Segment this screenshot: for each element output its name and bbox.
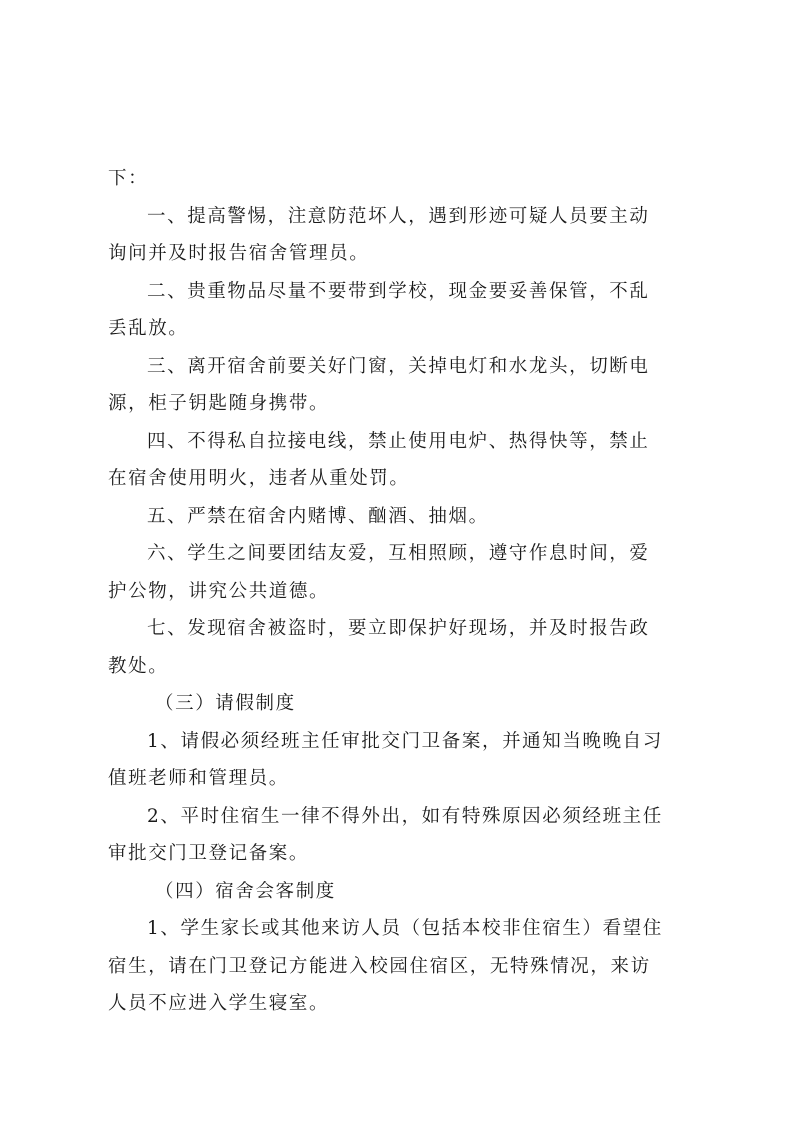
rule-2-line-1: 二、贵重物品尽量不要带到学校，现金要妥善保管，不乱: [147, 280, 650, 302]
rule-4-line-1: 四、不得私自拉接电线，禁止使用电炉、热得快等，禁止: [147, 430, 650, 452]
visitor-rule-1-line-1: 1、学生家长或其他来访人员（包括本校非住宿生）看望住: [147, 918, 663, 939]
document-body: [108, 160, 693, 1023]
rule-1-line-1: 一、提高警惕，注意防范坏人，遇到形迹可疑人员要主动: [147, 205, 650, 227]
section-heading-visitors: （四）宿舍会客制度: [155, 880, 336, 902]
rule-6-line-2: 护公物，讲究公共道德。: [108, 580, 330, 602]
leave-rule-2-line-2: 审批交门卫登记备案。: [108, 843, 310, 864]
leave-rule-1-line-1: 1、请假必须经班主任审批交门卫备案，并通知当晚晚自习: [147, 730, 663, 752]
rule-5-line-1: 五、严禁在宿舍内赌博、酗酒、抽烟。: [147, 505, 489, 527]
visitor-rule-1-line-3: 人员不应进入学生寝室。: [108, 993, 330, 1014]
leave-rule-2-line-1: 2、平时住宿生一律不得外出，如有特殊原因必须经班主任: [147, 805, 663, 827]
rule-6-line-1: 六、学生之间要团结友爱，互相照顾，遵守作息时间，爱: [147, 543, 650, 564]
rule-2-line-2: 丢乱放。: [108, 318, 189, 339]
rule-7-line-1: 七、发现宿舍被盗时，要立即保护好现场，并及时报告政: [147, 618, 650, 639]
paragraph-line-continuation: 下：: [108, 168, 149, 189]
rule-1-line-2: 询问并及时报告宿舍管理员。: [108, 243, 370, 264]
section-heading-leave: （三）请假制度: [155, 693, 296, 714]
leave-rule-1-line-2: 值班老师和管理员。: [108, 768, 289, 789]
rule-7-line-2: 教处。: [108, 655, 169, 677]
rule-3-line-2: 源，柜子钥匙随身携带。: [108, 393, 330, 414]
visitor-rule-1-line-2: 宿生，请在门卫登记方能进入校园住宿区，无特殊情况，来访: [108, 955, 651, 977]
rule-3-line-1: 三、离开宿舍前要关好门窗，关掉电灯和水龙头，切断电: [147, 355, 650, 377]
rule-4-line-2: 在宿舍使用明火，违者从重处罚。: [108, 468, 410, 489]
